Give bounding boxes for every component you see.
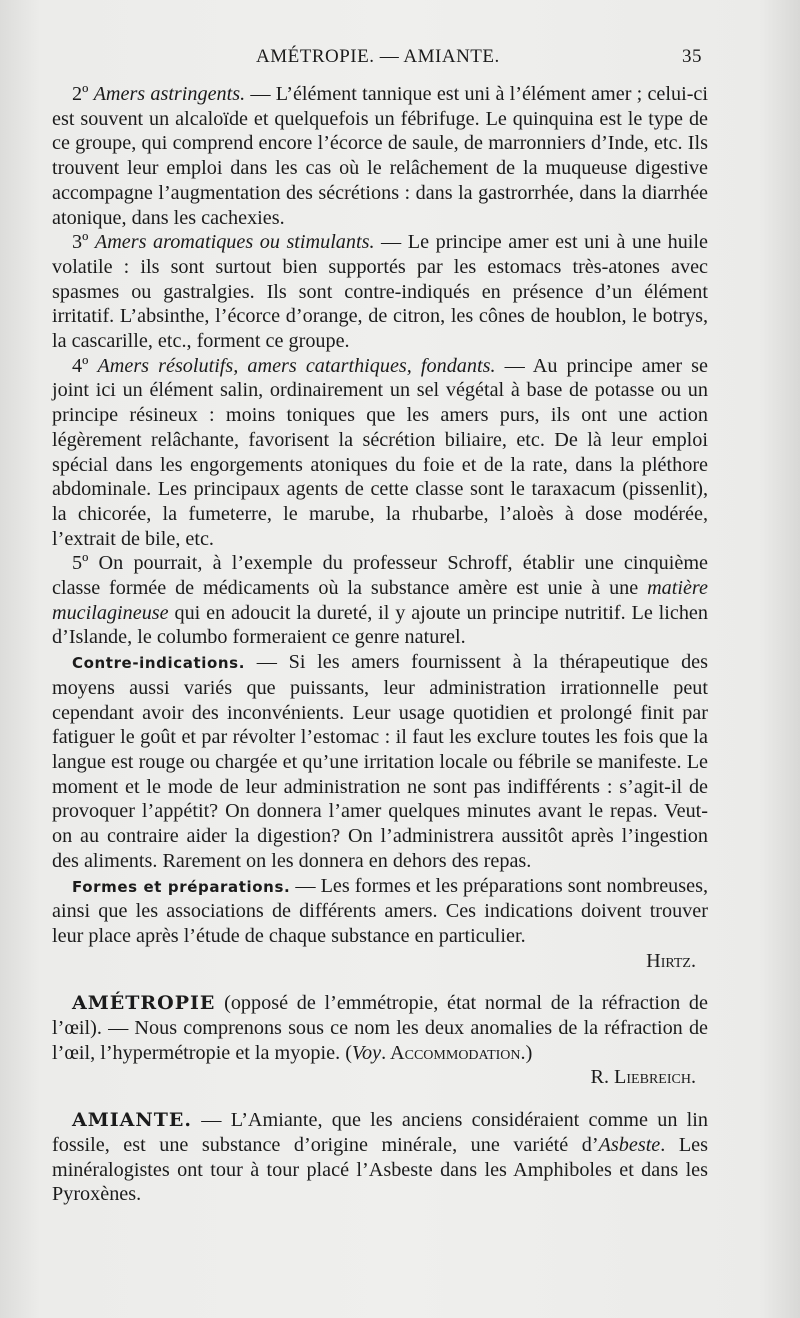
cross-reference: . Accommodation.): [381, 1041, 533, 1064]
entry-heading: AMÉTROPIE: [72, 992, 216, 1015]
entry-heading: AMIANTE.: [72, 1109, 193, 1132]
paragraph-text: — Au principe amer se joint ici un élément salin, ordinairement un sel végétal à base de potasse ou un principe résineux : moins toniques que les amers purs, ils ont une action légèrement relâchante, favorisent la sécrétion biliaire, etc. De là leur emploi spécial dans les engorgements atoniques du foie et de la rate, dans la pléthore abdominale. Les principaux agents de cette classe sont le taraxacum (pissenlit), la chicorée, la fumeterre, le marube, la rhubarbe, l’aloès à dose modérée, l’extrait de bile, etc.: [52, 354, 708, 550]
subheading: Amers résolutifs, amers catarthiques, fondants.: [97, 354, 496, 377]
list-number: 4º: [72, 354, 98, 377]
section-heading: Formes et préparations.: [72, 877, 291, 896]
spacer: [52, 973, 708, 991]
spacer: [52, 1090, 708, 1108]
paragraph-amers-resolutifs: [52, 354, 708, 552]
page-header: [52, 46, 702, 74]
paragraph-amers-astringents: [52, 82, 708, 230]
subheading: Amers aromatiques ou stimulants.: [94, 231, 375, 254]
entry-ametropie: [52, 991, 708, 1065]
entry-amiante: [52, 1108, 708, 1207]
author-signature: Hirtz.: [646, 949, 696, 972]
paragraph-contre-indications: [52, 650, 708, 873]
paragraph-text: — Si les amers fournissent à la thérapeutique des moyens aussi variés que puissants, leur administration irrationnelle peut cependant avoir des inconvénients. Leur usage quotidien et prolongé finit par fatiguer le goût et par révolter l’estomac : il faut les exclure toutes les fois que la langue est rouge ou chargée et qu’une irritation locale ou fébrile se manifeste. Le moment et le mode de leur administration ne sont pas indifférents : s’agit-il de provoquer l’appétit? On donnera l’amer quelques minutes avant le repas. Veut-on au contraire aider la digestion? On l’administrera aussitôt après l’ingestion des aliments. Rarement on les donnera en dehors des repas.: [52, 651, 708, 872]
section-heading: Contre-indications.: [72, 654, 245, 673]
body-text: [52, 82, 708, 1207]
cross-reference-marker: Voy: [351, 1041, 382, 1064]
paragraph-text: — L’Amiante, que les anciens considéraient comme un lin fossile, est une substance d’origine minérale, une variété d’: [52, 1109, 708, 1156]
paragraph-text: qui en adoucit la dureté, il y ajoute un principe nutritif. Le lichen d’Islande, le columbo formeraient ce genre naturel.: [52, 601, 708, 649]
paragraph-cinquieme-classe: [52, 551, 708, 650]
italic-term: matière mucilagineuse: [52, 577, 708, 624]
list-number: 3º: [72, 231, 95, 254]
paragraph-text: 5º On pourrait, à l’exemple du professeur Schroff, établir une cinquième classe formée de médicaments où la substance amère est unie à une: [52, 552, 708, 600]
page-number: 35: [682, 46, 702, 67]
paragraph-text: — L’élément tannique est uni à l’élément amer ; celui-ci est souvent un alcaloïde et quelquefois un fébrifuge. Le quinquina est le type de ce groupe, qui comprend encore l’écorce de saule, de marronniers d’Inde, etc. Ils trouvent leur emploi dans les cas où le relâchement de la muqueuse digestive accompagne l’augmentation des sécrétions : dans la gastrorrhée, dans la diarrhée atonique, dans les cachexies.: [52, 83, 708, 229]
italic-term: Asbeste: [598, 1133, 661, 1156]
running-title: AMÉTROPIE. — AMIANTE.: [256, 46, 500, 67]
list-number: 2º: [72, 83, 94, 105]
subheading: Amers astringents.: [93, 83, 246, 105]
paragraph-text: . Les minéralogistes ont tour à tour placé l’Asbeste dans les Amphiboles et dans les Pyroxènes.: [52, 1133, 708, 1206]
paragraph-amers-aromatiques: [52, 230, 708, 354]
paragraph-formes-preparations: [52, 874, 708, 949]
author-signature: R. Liebreich.: [590, 1066, 696, 1089]
paragraph-text: — Les formes et les préparations sont nombreuses, ainsi que les associations de différents amers. Ces indications doivent trouver leur place après l’étude de chaque substance en particulier.: [52, 874, 708, 947]
paragraph-text: — Le principe amer est uni à une huile volatile : ils sont surtout bien supportés par les estomacs très-atones avec spasmes ou gastralgies. Ils sont contre-indiqués en présence d’un élément irritatif. L’absinthe, l’écorce d’orange, de citron, les cônes de houblon, le botrys, la cascarille, etc., forment ce groupe.: [52, 231, 708, 353]
paragraph-text: (opposé de l’emmétropie, état normal de la réfraction de l’œil). — Nous comprenons sous ce nom les deux anomalies de la réfraction de l’œil, l’hypermétropie et la myopie. (: [52, 992, 708, 1064]
